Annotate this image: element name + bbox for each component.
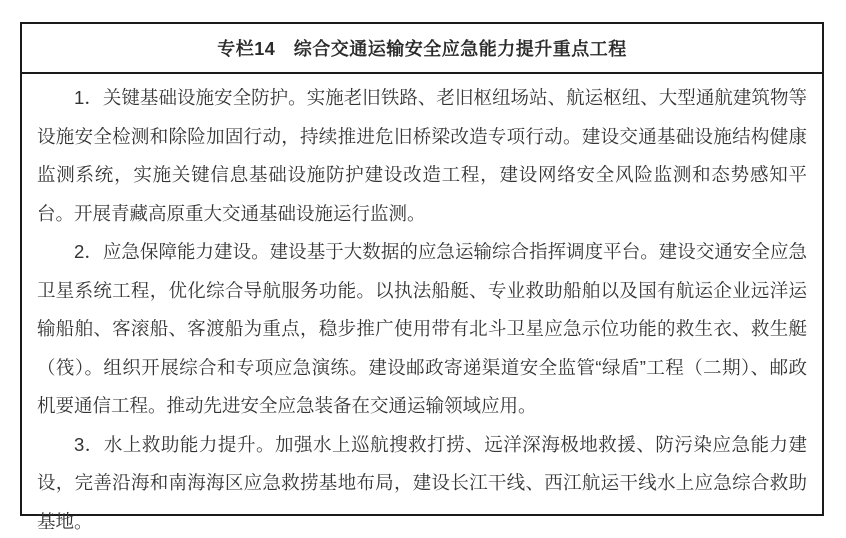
paragraph-water-rescue: 3．水上救助能力提升。加强水上巡航搜救打捞、远洋深海极地救援、防污染应急能力建设，完善沿海和南海海区应急救捞基地布局，建设长江干线、西江航运干线水上应急综合救助基地。 <box>37 433 807 532</box>
paragraph-key-infrastructure: 1．关键基础设施安全防护。实施老旧铁路、老旧枢纽场站、航运枢纽、大型通航建筑物等设施安全检测和除险加固行动，持续推进危旧桥梁改造专项行动。建设交通基础设施结构健康监测系统，实施关键信息基础设施防护建设改造工程，建设网络安全风险监测和态势感知平台。开展青藏高原重大交通基础设施运行监测。 <box>37 87 807 224</box>
paragraph-emergency-support: 2．应急保障能力建设。建设基于大数据的应急运输综合指挥调度平台。建设交通安全应急卫星系统工程，优化综合导航服务功能。以执法船艇、专业救助船舶以及国有航运企业远洋运输船舶、客滚船、客渡船为重点，稳步推广使用带有北斗卫星应急示位功能的救生衣、救生艇（筏）。组织开展综合和专项应急演练。建设邮政寄递渠道安全监管“绿盾”工程（二期）、邮政机要通信工程。推动先进安全应急装备在交通运输领域应用。 <box>37 241 807 416</box>
panel-title: 专栏14 综合交通运输安全应急能力提升重点工程 <box>217 39 627 59</box>
panel-header <box>22 24 822 74</box>
panel-body <box>22 74 822 538</box>
column-box <box>20 22 824 532</box>
